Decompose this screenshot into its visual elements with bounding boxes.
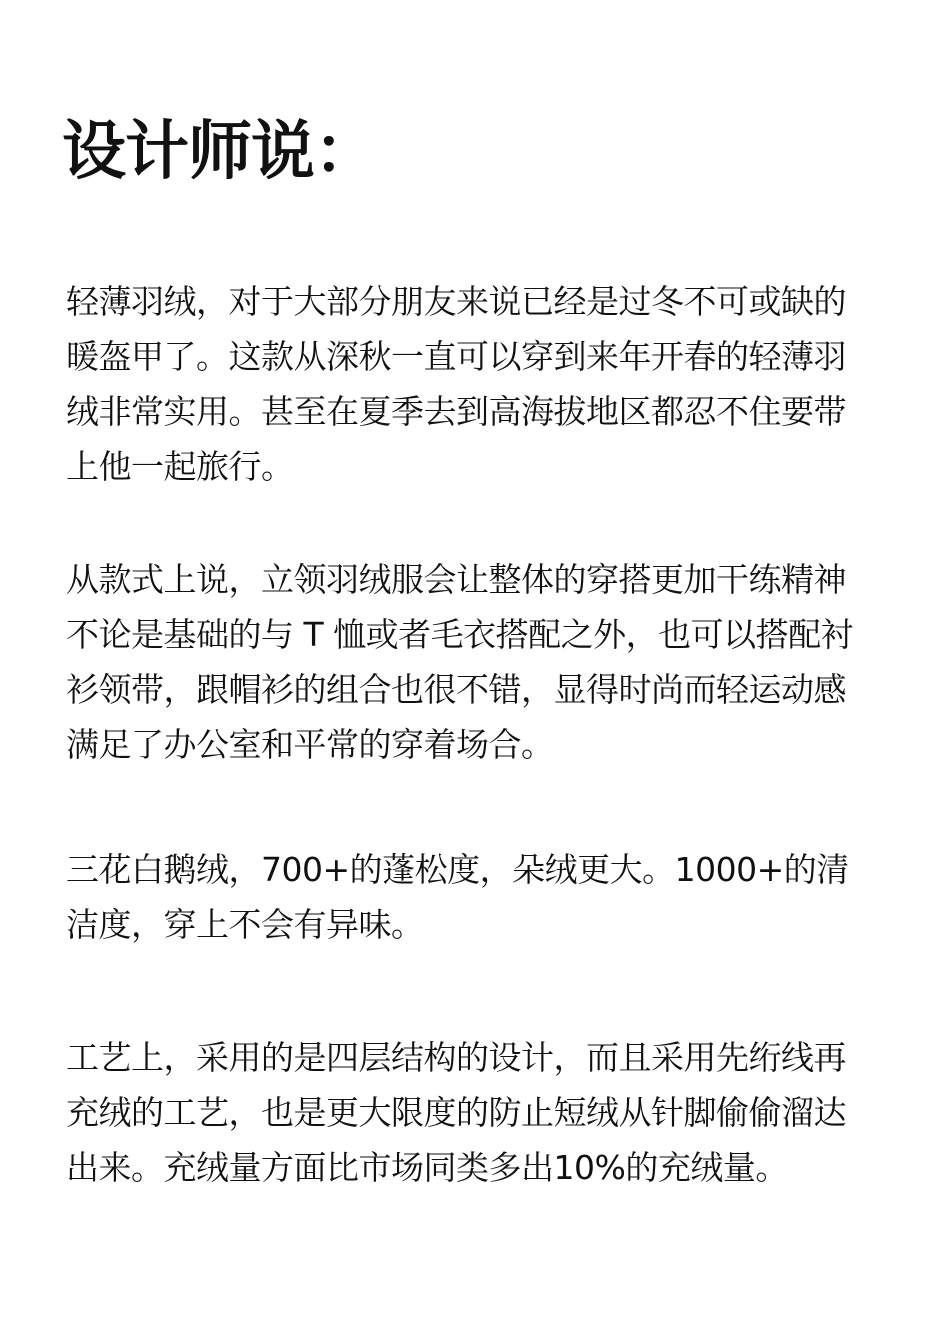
paragraph-lightweight-down (66, 274, 886, 494)
paragraph-line: 三花白鹅绒，700+的蓬松度，朵绒更大。1000+的清 (66, 850, 849, 889)
paragraph-line: 轻薄羽绒，对于大部分朋友来说已经是过冬不可或缺的 (66, 282, 846, 321)
paragraph-line: 洁度，穿上不会有异味。 (66, 905, 424, 944)
paragraph-line: 充绒的工艺，也是更大限度的防止短绒从针脚偷偷溜达 (66, 1093, 846, 1132)
paragraph-line: 工艺上，采用的是四层结构的设计，而且采用先绗线再 (66, 1038, 846, 1077)
paragraph-line: 上他一起旅行。 (66, 447, 294, 486)
paragraph-line: 出来。充绒量方面比市场同类多出10%的充绒量。 (66, 1148, 788, 1187)
paragraph-style (66, 552, 886, 772)
page-title: 设计师说： (62, 115, 377, 189)
paragraph-line: 暖盔甲了。这款从深秋一直可以穿到来年开春的轻薄羽 (66, 337, 846, 376)
paragraph-line: 衫领带，跟帽衫的组合也很不错，显得时尚而轻运动感 (66, 670, 846, 709)
paragraph-line: 从款式上说，立领羽绒服会让整体的穿搭更加干练精神 (66, 560, 846, 599)
paragraph-line: 不论是基础的与 T 恤或者毛衣搭配之外，也可以搭配衬 (66, 615, 854, 654)
paragraph-line: 满足了办公室和平常的穿着场合。 (66, 725, 554, 764)
paragraph-line: 绒非常实用。甚至在夏季去到高海拔地区都忍不住要带 (66, 392, 846, 431)
paragraph-goose-down (66, 842, 886, 952)
paragraph-craft (66, 1030, 886, 1195)
